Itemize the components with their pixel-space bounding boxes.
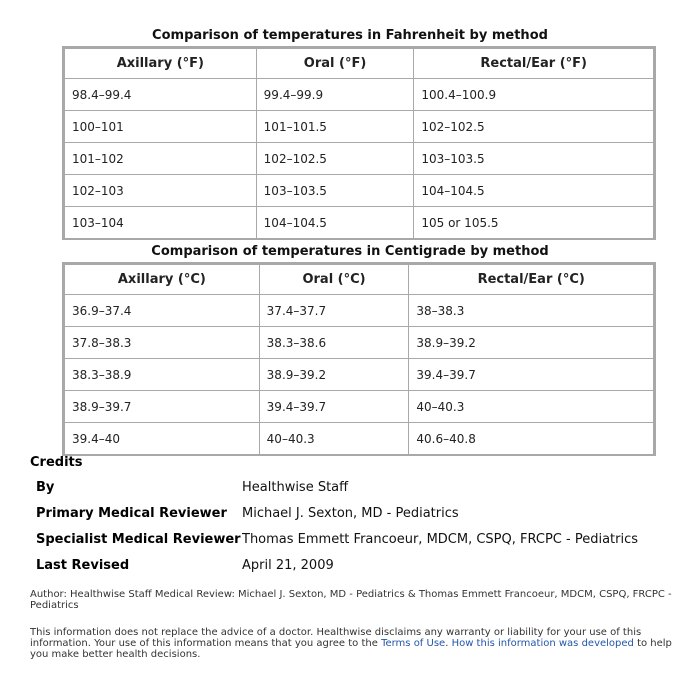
table-cell: 103–103.5	[414, 143, 654, 175]
how-developed-link[interactable]: How this information was developed	[451, 638, 634, 649]
table-cell: 99.4–99.9	[256, 79, 414, 111]
table-cell: 40–40.3	[259, 423, 409, 455]
table-cell: 102–102.5	[414, 111, 654, 143]
column-header: Oral (°C)	[259, 265, 409, 295]
centigrade-table	[64, 264, 654, 455]
table-row	[65, 327, 654, 359]
table-row	[65, 175, 654, 207]
table-cell: 103–103.5	[256, 175, 414, 207]
table-row	[65, 111, 654, 143]
credit-label: Primary Medical Reviewer	[36, 505, 227, 521]
table-cell: 40–40.3	[409, 391, 654, 423]
column-header: Axillary (°F)	[65, 49, 257, 79]
table-cell: 38–38.3	[409, 295, 654, 327]
table-cell: 38.3–38.9	[65, 359, 260, 391]
table-cell: 100–101	[65, 111, 257, 143]
disclaimer-text: This information does not replace the advice of a doctor. Healthwise disclaims any warranty or liability for your use of this information. Your use of this information means that you agree to the	[30, 627, 642, 649]
column-header: Rectal/Ear (°F)	[414, 49, 654, 79]
table-cell: 104–104.5	[256, 207, 414, 239]
table-cell: 37.8–38.3	[65, 327, 260, 359]
table-cell: 38.9–39.2	[409, 327, 654, 359]
disclaimer	[30, 627, 690, 660]
table-row	[65, 207, 654, 239]
credit-row	[30, 526, 638, 552]
table-cell: 38.9–39.2	[259, 359, 409, 391]
column-header: Oral (°F)	[256, 49, 414, 79]
table-row	[65, 143, 654, 175]
credit-row	[30, 552, 638, 578]
table-cell: 38.9–39.7	[65, 391, 260, 423]
table-row	[65, 359, 654, 391]
table-cell: 101–101.5	[256, 111, 414, 143]
table-row	[65, 423, 654, 455]
credit-row	[30, 474, 638, 500]
table-cell: 103–104	[65, 207, 257, 239]
column-header: Rectal/Ear (°C)	[409, 265, 654, 295]
table-cell: 100.4–100.9	[414, 79, 654, 111]
credit-value: Michael J. Sexton, MD - Pediatrics	[242, 505, 459, 521]
disclaimer-text: to help you make better health decisions.	[30, 638, 672, 660]
table-cell: 101–102	[65, 143, 257, 175]
table-row	[65, 391, 654, 423]
fahrenheit-table-title: Comparison of temperatures in Fahrenheit by method	[152, 28, 548, 43]
credit-label: By	[36, 479, 55, 495]
table-header-row	[65, 49, 654, 79]
table-cell: 102–102.5	[256, 143, 414, 175]
table-cell: 38.3–38.6	[259, 327, 409, 359]
table-cell: 40.6–40.8	[409, 423, 654, 455]
credit-label: Last Revised	[36, 557, 130, 573]
column-header: Axillary (°C)	[65, 265, 260, 295]
table-cell: 36.9–37.4	[65, 295, 260, 327]
table-cell: 98.4–99.4	[65, 79, 257, 111]
credits-heading: Credits	[30, 455, 83, 470]
table-cell: 39.4–40	[65, 423, 260, 455]
credit-value: April 21, 2009	[242, 557, 334, 573]
table-cell: 104–104.5	[414, 175, 654, 207]
fahrenheit-table	[64, 48, 654, 239]
table-row	[65, 295, 654, 327]
table-cell: 102–103	[65, 175, 257, 207]
table-cell: 39.4–39.7	[409, 359, 654, 391]
author-note: Author: Healthwise Staff Medical Review: Michael J. Sexton, MD - Pediatrics & Thomas Emmett Francoeur, MDCM, CSPQ, FRCPC - Pediatrics	[30, 589, 672, 611]
terms-of-use-link[interactable]: Terms of Use	[381, 638, 446, 649]
table-header-row	[65, 265, 654, 295]
table-cell: 37.4–37.7	[259, 295, 409, 327]
credit-row	[30, 500, 638, 526]
credits-table	[30, 474, 638, 578]
table-cell: 39.4–39.7	[259, 391, 409, 423]
credit-value: Thomas Emmett Francoeur, MDCM, CSPQ, FRCPC - Pediatrics	[242, 531, 639, 547]
disclaimer-text: .	[445, 638, 452, 649]
table-row	[65, 79, 654, 111]
centigrade-table-title: Comparison of temperatures in Centigrade by method	[151, 244, 549, 259]
credit-label: Specialist Medical Reviewer	[36, 531, 241, 547]
credit-value: Healthwise Staff	[242, 479, 349, 495]
table-cell: 105 or 105.5	[414, 207, 654, 239]
